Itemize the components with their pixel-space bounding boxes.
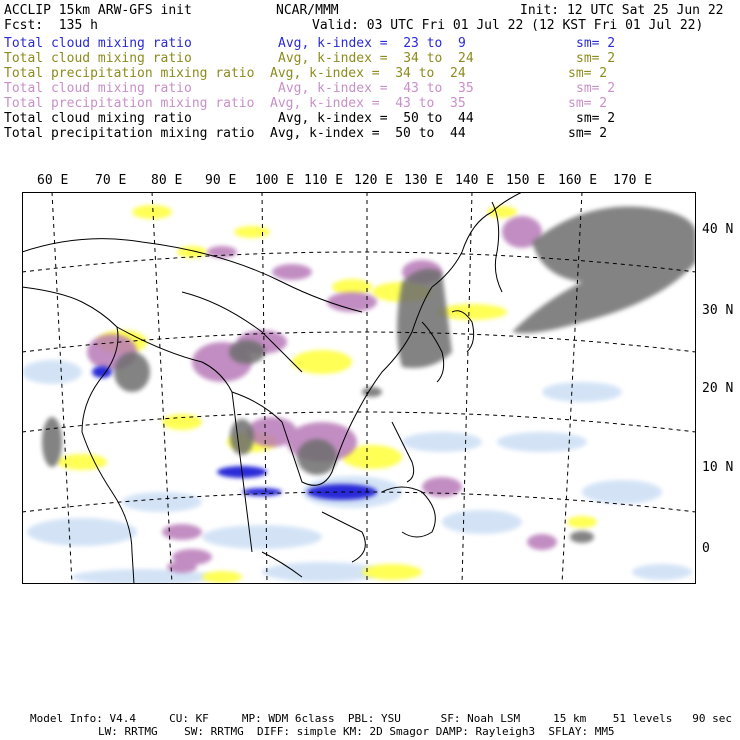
header-forecast-hour: Fcst: 135 h: [4, 18, 98, 33]
lat-label: 10 N: [702, 460, 734, 475]
field-smoothing: sm= 2: [576, 111, 616, 126]
field-name: Total cloud mixing ratio: [4, 51, 192, 66]
field-name: Total precipitation mixing ratio: [4, 96, 255, 111]
lat-label: 0: [702, 541, 710, 556]
lon-label: 160 E: [558, 173, 598, 188]
map-panel: [22, 192, 696, 584]
field-desc: Avg, k-index = 43 to 35: [278, 81, 474, 96]
lon-label: 150 E: [506, 173, 546, 188]
field-name: Total cloud mixing ratio: [4, 36, 192, 51]
lon-label: 70 E: [95, 173, 127, 188]
lon-label: 120 E: [354, 173, 394, 188]
field-smoothing: sm= 2: [568, 96, 608, 111]
field-smoothing: sm= 2: [568, 66, 608, 81]
header-init-time: Init: 12 UTC Sat 25 Jun 22: [520, 3, 724, 18]
lon-label: 90 E: [205, 173, 237, 188]
field-desc: Avg, k-index = 43 to 35: [270, 96, 466, 111]
lat-label: 30 N: [702, 303, 734, 318]
header-valid-time: Valid: 03 UTC Fri 01 Jul 22 (12 KST Fri 01 Jul 22): [312, 18, 704, 33]
field-desc: Avg, k-index = 50 to 44: [270, 126, 466, 141]
field-name: Total precipitation mixing ratio: [4, 126, 255, 141]
field-smoothing: sm= 2: [576, 36, 616, 51]
field-name: Total cloud mixing ratio: [4, 111, 192, 126]
lon-label: 100 E: [255, 173, 295, 188]
field-desc: Avg, k-index = 23 to 9: [278, 36, 466, 51]
footer-model-info: Model Info: V4.4 CU: KF MP: WDM 6class PBL: YSU SF: Noah LSM 15 km 51 levels 90 sec: [30, 712, 732, 725]
lat-label: 20 N: [702, 381, 734, 396]
field-desc: Avg, k-index = 34 to 24: [270, 66, 466, 81]
lon-label: 170 E: [613, 173, 653, 188]
lon-label: 110 E: [304, 173, 344, 188]
field-smoothing: sm= 2: [568, 126, 608, 141]
footer-physics-info: LW: RRTMG SW: RRTMG DIFF: simple KM: 2D Smagor DAMP: Rayleigh3 SFLAY: MM5: [98, 725, 615, 738]
header-model-title: ACCLIP 15km ARW-GFS init: [4, 3, 192, 18]
header-org: NCAR/MMM: [276, 3, 339, 18]
field-desc: Avg, k-index = 50 to 44: [278, 111, 474, 126]
lon-label: 80 E: [151, 173, 183, 188]
lon-label: 140 E: [455, 173, 495, 188]
field-name: Total cloud mixing ratio: [4, 81, 192, 96]
field-smoothing: sm= 2: [576, 51, 616, 66]
lat-label: 40 N: [702, 222, 734, 237]
field-desc: Avg, k-index = 34 to 24: [278, 51, 474, 66]
lon-label: 130 E: [404, 173, 444, 188]
field-smoothing: sm= 2: [576, 81, 616, 96]
lon-label: 60 E: [37, 173, 69, 188]
field-name: Total precipitation mixing ratio: [4, 66, 255, 81]
